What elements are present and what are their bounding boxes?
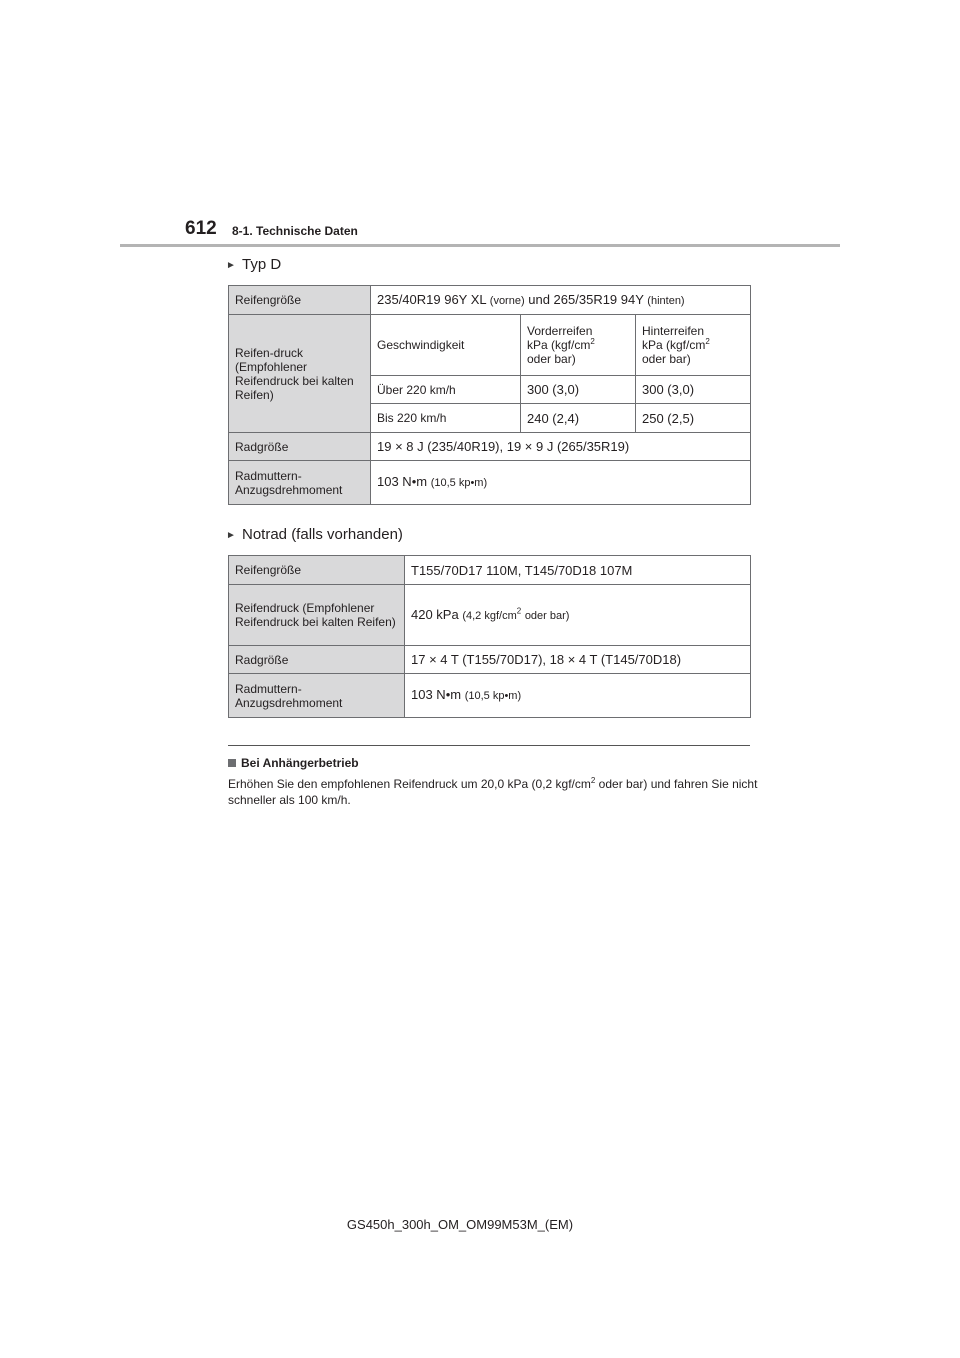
superscript: 2	[590, 776, 596, 785]
table-row	[229, 585, 751, 646]
torque-main: 103 N•m	[377, 474, 428, 489]
table-row	[229, 556, 751, 585]
torque-paren: (10,5 kp•m)	[464, 690, 522, 702]
tire-size-rear: (hinten)	[647, 294, 685, 307]
note-title-text: Bei Anhängerbetrieb	[241, 756, 359, 770]
table-row	[229, 286, 751, 315]
superscript: 2	[705, 337, 710, 346]
subheading-typ-d	[226, 256, 281, 273]
torque-value	[371, 461, 751, 505]
torque-label: Radmuttern-Anzugsdrehmoment	[229, 674, 405, 718]
note-body-text-2: oder bar) und fahren Sie nicht schneller als 100 km/h.	[228, 777, 758, 807]
speed-cell: Bis 220 km/h	[371, 404, 521, 433]
front-tire-column-header	[521, 315, 636, 376]
table-row	[229, 315, 751, 376]
rim-size-label: Radgröße	[229, 433, 371, 461]
superscript: 2	[516, 606, 522, 616]
subheading-text: Typ D	[242, 256, 282, 273]
note-rule	[228, 745, 750, 746]
rim-size-value: 17 × 4 T (T155/70D17), 18 × 4 T (T145/70D18)	[405, 646, 751, 674]
rear-pressure-cell: 300 (3,0)	[636, 376, 751, 404]
right-triangle-icon: ►	[226, 260, 236, 271]
tire-size-main: 235/40R19 96Y XL	[377, 291, 487, 307]
page-number: 612	[185, 218, 217, 239]
subheading-text: Notrad (falls vorhanden)	[242, 526, 403, 543]
rim-size-value: 19 × 8 J (235/40R19), 19 × 9 J (265/35R19)	[371, 433, 751, 461]
torque-main: 103 N•m	[411, 687, 462, 702]
rim-size-label: Radgröße	[229, 646, 405, 674]
tire-size-and: und 265/35R19 94Y	[528, 291, 644, 307]
front-pressure-cell: 300 (3,0)	[521, 376, 636, 404]
table-row	[229, 674, 751, 718]
rear-header-line-3: oder bar)	[642, 352, 691, 366]
superscript: 2	[590, 337, 595, 346]
tire-pressure-label: Reifen-druck (Empfohlener Reifendruck bei kalten Reifen)	[229, 315, 371, 433]
square-bullet-icon	[228, 759, 236, 767]
front-pressure-cell: 240 (2,4)	[521, 404, 636, 433]
tire-size-label: Reifengröße	[229, 556, 405, 585]
rear-header-line-2: kPa (kgf/cm	[642, 338, 706, 352]
tire-size-value: T155/70D17 110M, T145/70D18 107M	[405, 556, 751, 585]
footer-document-id: GS450h_300h_OM_OM99M53M_(EM)	[346, 1217, 574, 1232]
note-title	[228, 756, 359, 770]
table-row	[229, 433, 751, 461]
pressure-end: oder bar)	[524, 609, 570, 622]
tire-spec-table-spare	[228, 555, 751, 718]
front-header-line-1: Vorderreifen	[527, 324, 593, 338]
table-row	[229, 646, 751, 674]
rear-tire-column-header	[636, 315, 751, 376]
speed-cell: Über 220 km/h	[371, 376, 521, 404]
subheading-spare	[226, 526, 403, 543]
tire-spec-table-typ-d	[228, 285, 751, 505]
rear-header-line-1: Hinterreifen	[642, 324, 705, 338]
speed-column-header: Geschwindigkeit	[371, 315, 521, 376]
tire-size-value	[371, 286, 751, 315]
front-header-line-3: oder bar)	[527, 352, 576, 366]
rear-pressure-cell: 250 (2,5)	[636, 404, 751, 433]
table-row	[229, 461, 751, 505]
header-rule	[120, 244, 840, 247]
tire-size-front: (vorne)	[489, 294, 525, 307]
tire-pressure-value	[405, 585, 751, 646]
note-body	[228, 776, 758, 808]
front-header-line-2: kPa (kgf/cm	[527, 338, 591, 352]
right-triangle-icon: ►	[226, 530, 236, 541]
torque-label: Radmuttern-Anzugsdrehmoment	[229, 461, 371, 505]
pressure-paren: (4,2 kgf/cm	[462, 609, 517, 622]
note-body-text-1: Erhöhen Sie den empfohlenen Reifendruck um 20,0 kPa (0,2 kgf/cm	[228, 777, 591, 791]
tire-pressure-label: Reifendruck (Empfohlener Reifendruck bei kalten Reifen)	[229, 585, 405, 646]
section-title: 8-1. Technische Daten	[232, 224, 358, 238]
torque-value	[405, 674, 751, 718]
tire-size-label: Reifengröße	[229, 286, 371, 315]
torque-paren: (10,5 kp•m)	[430, 477, 488, 489]
pressure-main: 420 kPa	[411, 606, 459, 622]
